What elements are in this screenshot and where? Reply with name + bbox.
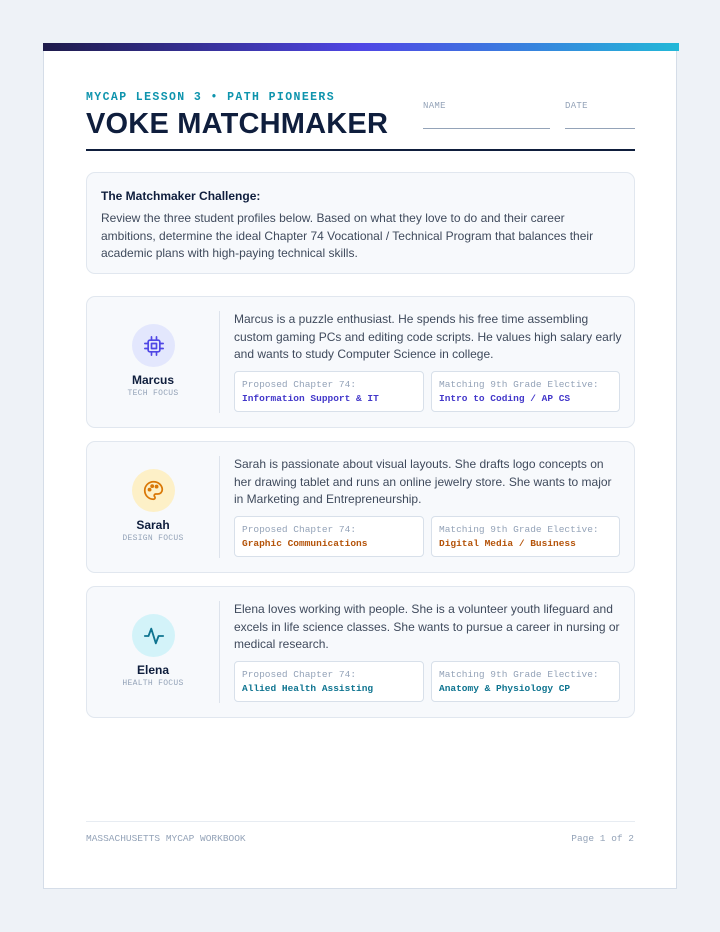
- student-card-sarah: [86, 441, 635, 573]
- card-divider: [219, 311, 220, 413]
- elective-label: Matching 9th Grade Elective:: [439, 379, 599, 390]
- student-name: Sarah: [136, 518, 170, 532]
- student-profile: [87, 587, 219, 717]
- lesson-kicker: MYCAP LESSON 3 • PATH PIONEERS: [86, 91, 336, 104]
- proposed-program-box[interactable]: [234, 661, 424, 702]
- heartbeat-pulse-icon: [132, 614, 175, 657]
- challenge-title: The Matchmaker Challenge:: [101, 189, 261, 203]
- student-card-elena: [86, 586, 635, 718]
- student-profile: [87, 297, 219, 427]
- cpu-chip-icon: [132, 324, 175, 367]
- elective-box[interactable]: [431, 371, 620, 412]
- page-title: VOKE MATCHMAKER: [86, 108, 389, 140]
- program-value: Allied Health Assisting: [242, 683, 374, 694]
- student-focus: TECH FOCUS: [127, 389, 179, 398]
- elective-box[interactable]: [431, 661, 620, 702]
- name-label: NAME: [423, 101, 446, 111]
- student-bio: Elena loves working with people. She is a volunteer youth lifeguard and excels in life science classes. She wants to pursue a career in nursing or medical research.: [234, 602, 620, 651]
- header-divider: [86, 149, 635, 151]
- date-line[interactable]: [565, 128, 635, 129]
- card-divider: [219, 456, 220, 558]
- student-focus: DESIGN FOCUS: [122, 534, 184, 543]
- program-label: Proposed Chapter 74:: [242, 669, 357, 680]
- program-label: Proposed Chapter 74:: [242, 524, 357, 535]
- name-field[interactable]: [423, 101, 550, 129]
- date-label: DATE: [565, 101, 588, 111]
- page-number: Page 1 of 2: [571, 833, 634, 844]
- name-line[interactable]: [423, 128, 550, 129]
- elective-box[interactable]: [431, 516, 620, 557]
- card-divider: [219, 601, 220, 703]
- header: [86, 91, 635, 141]
- student-card-marcus: [86, 296, 635, 428]
- elective-value: Anatomy & Physiology CP: [439, 683, 571, 694]
- elective-value: Digital Media / Business: [439, 538, 576, 549]
- program-label: Proposed Chapter 74:: [242, 379, 357, 390]
- elective-value: Intro to Coding / AP CS: [439, 393, 571, 404]
- elective-label: Matching 9th Grade Elective:: [439, 524, 599, 535]
- proposed-program-box[interactable]: [234, 371, 424, 412]
- worksheet-page: [43, 43, 677, 889]
- challenge-text: Review the three student profiles below. Based on what they love to do and their career ambitions, determine the ideal Chapter 74 Vocational / Technical Program that balances their academic plans with high-paying technical skills.: [101, 211, 594, 260]
- program-value: Information Support & IT: [242, 393, 379, 404]
- palette-icon: [132, 469, 175, 512]
- challenge-box: [86, 172, 635, 274]
- elective-label: Matching 9th Grade Elective:: [439, 669, 599, 680]
- student-focus: HEALTH FOCUS: [122, 679, 184, 688]
- student-profile: [87, 442, 219, 572]
- program-value: Graphic Communications: [242, 538, 368, 549]
- top-gradient-bar: [43, 43, 679, 51]
- footer-divider: [86, 821, 635, 822]
- student-bio: Marcus is a puzzle enthusiast. He spends his free time assembling custom gaming PCs and editing code scripts. He values high salary early and wants to study Computer Science in college.: [234, 312, 622, 361]
- student-bio: Sarah is passionate about visual layouts. She drafts logo concepts on her drawing tablet and runs an online jewelry store. She wants to major in Marketing and Entrepreneurship.: [234, 457, 612, 506]
- proposed-program-box[interactable]: [234, 516, 424, 557]
- student-name: Elena: [136, 663, 169, 677]
- footer-workbook-name: MASSACHUSETTS MYCAP WORKBOOK: [86, 833, 246, 844]
- student-name: Marcus: [131, 373, 175, 387]
- date-field[interactable]: [565, 101, 635, 129]
